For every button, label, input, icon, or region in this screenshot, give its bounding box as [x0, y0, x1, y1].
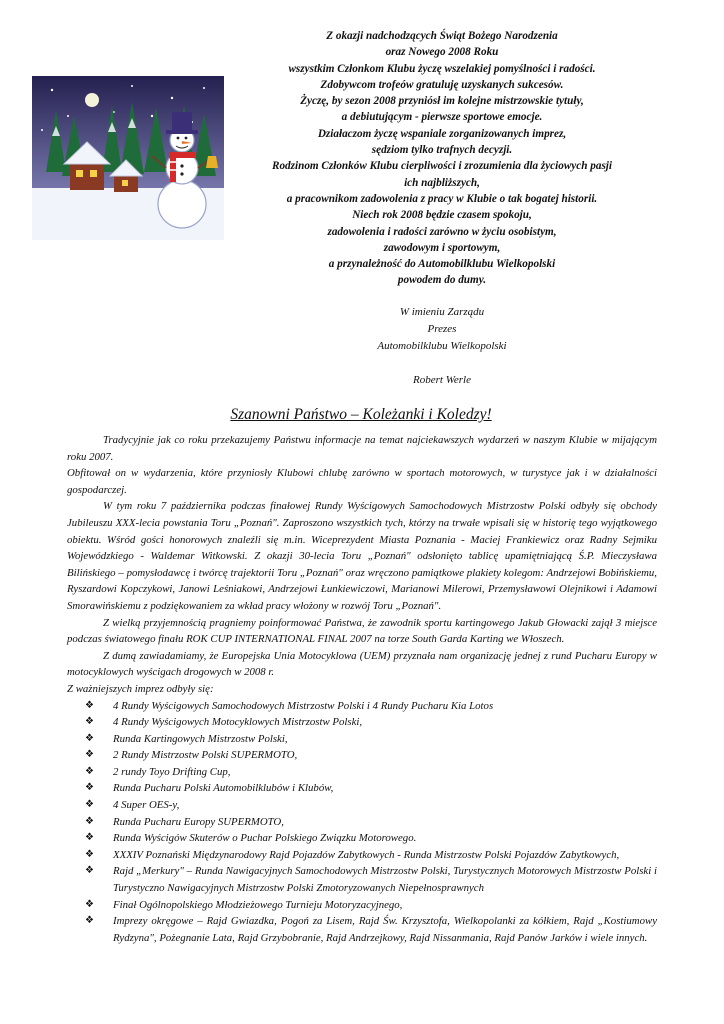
- signature-block: [232, 304, 652, 389]
- paragraph: Z dumą zawiadamiamy, że Europejska Unia Motocyklowa (UEM) przyznała nam organizację jednej z rund Pucharu Europy w motocyklowych wyścigach drogowych w 2008 r.: [67, 649, 657, 679]
- signature-line: Prezes: [427, 323, 457, 335]
- greeting-line: ich najbliższych,: [404, 176, 480, 189]
- greeting-line: wszystkim Członkom Klubu życzę wszelakiej pomyślności i radości.: [288, 62, 596, 75]
- snowman-hat: [172, 112, 192, 132]
- list-item-text: XXXIV Poznański Międzynarodowy Rajd Pojazdów Zabytkowych - Runda Mistrzostw Polski Pojazdów Zabytkowych,: [113, 848, 620, 861]
- signature-line: W imieniu Zarządu: [399, 306, 485, 318]
- list-item-text: Runda Pucharu Europy SUPERMOTO,: [113, 815, 284, 828]
- greeting-line: Rodzinom Członków Klubu cierpliwości i zrozumienia dla życiowych pasji: [271, 160, 613, 173]
- greeting-line: a pracownikom zadowolenia z pracy w Klubie o tak bogatej historii.: [286, 192, 598, 205]
- list-item-text: 4 Super OES-y,: [113, 799, 180, 812]
- greeting-line: Niech rok 2008 będzie czasem spokoju,: [352, 209, 532, 222]
- diamond-bullet-icon: ❖: [85, 815, 94, 827]
- signature-spacer: [232, 355, 652, 372]
- diamond-bullet-icon: ❖: [85, 716, 94, 728]
- diamond-bullet-icon: ❖: [85, 832, 94, 844]
- events-list-intro: Z ważniejszych imprez odbyły się:: [67, 682, 214, 695]
- diamond-bullet-icon: ❖: [85, 782, 94, 794]
- greeting-line: oraz Nowego 2008 Roku: [385, 46, 499, 59]
- list-item: [67, 814, 657, 831]
- greeting-line: sędziom tylko trafnych decyzji.: [371, 144, 513, 157]
- bell: [206, 156, 218, 168]
- signature-line: Automobilklubu Wielkopolski: [377, 340, 507, 352]
- list-item: [67, 797, 657, 814]
- list-item: [67, 780, 657, 797]
- list-item: [67, 698, 657, 715]
- list-item-text: 2 Rundy Mistrzostw Polski SUPERMOTO,: [113, 749, 298, 762]
- diamond-bullet-icon: ❖: [85, 848, 94, 860]
- greeting-line: Zdobywcom trofeów gratuluję uzyskanych sukcesów.: [320, 78, 564, 91]
- paragraph: Z wielką przyjemnością pragniemy poinformować Państwa, że zawodnik sportu kartingowego Jakub Głowacki zajął 3 miejsce podczas światowego finału ROK CUP INTERNATIONAL FINAL 2007 na torze South Garda Karting we Włoszech.: [67, 616, 657, 646]
- list-item-text: 2 rundy Toyo Drifting Cup,: [113, 765, 231, 778]
- christmas-greeting: [232, 28, 652, 289]
- list-item-text: Imprezy okręgowe – Rajd Gwiazdka, Pogoń za Lisem, Rajd Św. Krzysztofa, Wielkopolanki za kółkiem, Rajd „Kostiumowy Rydzyna", Pożegnanie Lata, Rajd Grzybobranie, Rajd Andrzejkowy, Rajd Nissanmania, Rajd Panów Jarków i wiele innych.: [113, 915, 657, 944]
- list-item: [67, 913, 657, 946]
- list-item-text: Runda Kartingowych Mistrzostw Polski,: [113, 732, 288, 745]
- list-item-text: Runda Pucharu Polski Automobilklubów i Klubów,: [113, 782, 334, 795]
- diamond-bullet-icon: ❖: [85, 799, 94, 811]
- paragraph: Tradycyjnie jak co roku przekazujemy Państwu informacje na temat najciekawszych wydarzeń w naszym Klubie w mijającym roku 2007.: [67, 434, 657, 463]
- list-item: [67, 863, 657, 896]
- greeting-line: powodem do dumy.: [397, 274, 487, 287]
- list-item: [67, 897, 657, 914]
- list-item: [67, 764, 657, 781]
- list-item: [67, 731, 657, 748]
- greeting-line: a przynależność do Automobilklubu Wielkopolski: [328, 258, 556, 271]
- greeting-line: a debiutującym - pierwsze sportowe emocje.: [341, 111, 543, 124]
- list-item: [67, 847, 657, 864]
- list-item-text: 4 Rundy Wyścigowych Samochodowych Mistrzostw Polski i 4 Rundy Pucharu Kia Lotos: [113, 699, 494, 712]
- diamond-bullet-icon: ❖: [85, 915, 94, 927]
- greeting-line: Z okazji nadchodzących Świąt Bożego Narodzenia: [326, 30, 558, 42]
- paragraph: W tym roku 7 października podczas finałowej Rundy Wyścigowych Samochodowych Mistrzostw Polski odbyły się obchody Jubileuszu XXX-lecia powstania Toru „Poznań". Zaproszono wszystkich tych, którzy na trwałe wpisali się w historię tego wyjątkowego obiektu. Wśród gości honorowych znaleźli się m.in. Wiceprezydent Miasta Poznania - Maciej Frankiewicz oraz Radny Sejmiku Wojewódzkiego - Waldemar Witkowski. Z okazji 30-lecia Toru „Poznań" odsłonięto tablicę upamiętniającą Ś.P. Mieczysława Bilińskiego – pomysłodawcę i twórcę trajektorii Toru „Poznań" oraz wręczono pamiątkowe plakiety kolegom: Andrzejowi Bobińskiemu, Ryszardowi Kopczykowi, Janowi Leśniakowi, Andrzejowi Łunkiewiczowi, Marianowi Milerowi, Przemysławowi Olejnikowi i Adamowi Smorawińskiemu z podziękowaniem za wkład pracy włożony w rozwój Toru „Poznań".: [67, 500, 657, 612]
- list-item: [67, 714, 657, 731]
- list-item: [67, 830, 657, 847]
- diamond-bullet-icon: ❖: [85, 898, 94, 910]
- signature-name: Robert Werle: [413, 374, 471, 386]
- diamond-bullet-icon: ❖: [85, 732, 94, 744]
- list-item-text: Runda Wyścigów Skuterów o Puchar Polskiego Związku Motorowego.: [113, 832, 417, 845]
- greeting-line: zawodowym i sportowym,: [383, 241, 501, 254]
- diamond-bullet-icon: ❖: [85, 749, 94, 761]
- list-item-text: Finał Ogólnopolskiego Młodzieżowego Turnieju Motoryzacyjnego,: [113, 898, 403, 911]
- events-list: [67, 698, 657, 947]
- greeting-line: Życzę, by sezon 2008 przyniósł im kolejne mistrzowskie tytuły,: [300, 95, 584, 108]
- paragraph: Obfitował on w wydarzenia, które przyniosły Klubowi chlubę zarówno w sportach motorowych, w turystyce jak i w działalności gospodarczej.: [67, 467, 657, 496]
- list-item-text: 4 Rundy Wyścigowych Motocyklowych Mistrzostw Polski,: [113, 716, 363, 729]
- list-item: [67, 747, 657, 764]
- diamond-bullet-icon: ❖: [85, 765, 94, 777]
- greeting-line: Działaczom życzę wspaniale zorganizowanych imprez,: [317, 127, 567, 140]
- list-item-text: Rajd „Merkury" – Runda Nawigacyjnych Samochodowych Mistrzostw Polski, Turystycznych Motorowych Mistrzostw Polski i Turystyczno Nawigacyjnych Mistrzostw Polski Zmotoryzowanych Niepełnosprawnych: [113, 865, 657, 895]
- greeting-line: zadowolenia i radości zarówno w życiu osobistym,: [327, 225, 557, 238]
- diamond-bullet-icon: ❖: [85, 865, 94, 877]
- diamond-bullet-icon: ❖: [85, 699, 94, 711]
- moon: [85, 93, 99, 107]
- christmas-snowman-illustration: [32, 76, 224, 240]
- letter-heading: Szanowni Państwo – Koleżanki i Koledzy!: [230, 406, 492, 423]
- letter-body: [67, 432, 657, 946]
